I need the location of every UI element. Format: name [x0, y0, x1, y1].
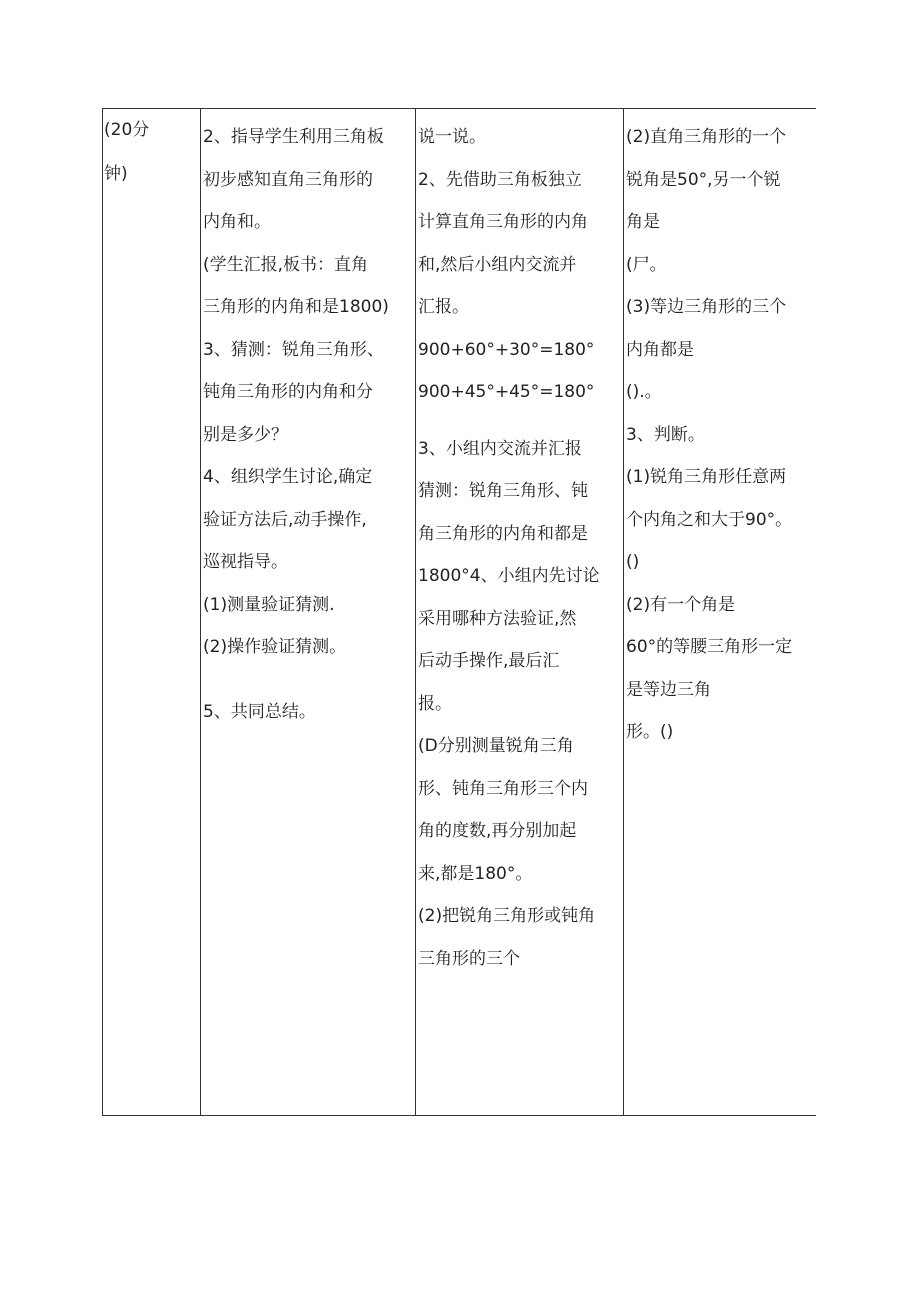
teacher-activity-cell: [203, 116, 389, 733]
cell-line: 角三角形的内角和都是: [418, 523, 588, 544]
table-top-border: [102, 108, 816, 109]
cell-line: 采用哪种方法验证,然: [418, 608, 577, 629]
cell-line: 锐角是50°,另一个锐: [626, 169, 781, 190]
cell-line: 别是多少？: [203, 424, 288, 445]
cell-line: 900+60°+30°=180°: [418, 339, 595, 360]
cell-line: 巡视指导。: [203, 552, 288, 572]
cell-line: (1)测量验证猜测.: [203, 594, 335, 615]
cell-line: 内角和。: [203, 212, 271, 232]
table-bottom-border: [102, 1115, 816, 1116]
cell-line: 后动手操作,最后汇: [418, 651, 560, 671]
cell-line: 钟): [104, 164, 128, 184]
cell-line: 来,都是180°。: [418, 863, 533, 884]
cell-line: 三角形的内角和是1800): [203, 297, 389, 317]
cell-line: (): [626, 552, 640, 572]
cell-line: 说一说。: [418, 127, 486, 147]
exercise-cell: [626, 116, 792, 754]
cell-line: 3、判断。: [626, 424, 705, 445]
cell-line: 2、先借助三角板独立: [418, 169, 582, 190]
cell-line: 5、共同总结。: [203, 701, 316, 722]
cell-line: 汇报。: [418, 297, 469, 317]
cell-line: 形。(): [626, 722, 674, 742]
cell-line: 报。: [418, 693, 452, 714]
cell-line: (1)锐角三角形任意两: [626, 467, 787, 487]
cell-line: (2)有一个角是: [626, 594, 736, 615]
cell-line: 猜测：锐角三角形、钝: [418, 481, 588, 501]
cell-line: 初步感知直角三角形的: [203, 169, 373, 190]
cell-line: (2)直角三角形的一个: [626, 127, 787, 147]
column-divider-2: [415, 108, 416, 1116]
column-divider-1: [200, 108, 201, 1116]
cell-line: 角是: [626, 212, 660, 232]
cell-line: 1800°4、小组内先讨论: [418, 566, 600, 586]
cell-line: 900+45°+45°=180°: [418, 382, 595, 402]
lesson-table: [102, 108, 816, 1116]
cell-line: ().。: [626, 382, 662, 402]
student-activity-cell: [418, 116, 600, 980]
cell-line: 3、猜测：锐角三角形、: [203, 339, 384, 360]
table-left-border: [102, 108, 103, 1116]
cell-line: 三角形的三个: [418, 948, 520, 969]
cell-line: 个内角之和大于90°。: [626, 509, 793, 530]
column-divider-3: [623, 108, 624, 1116]
cell-line: (2)操作验证猜测。: [203, 637, 347, 657]
cell-line: (20分: [104, 120, 150, 140]
cell-line: (3)等边三角形的三个: [626, 297, 787, 317]
cell-line: 计算直角三角形的内角: [418, 212, 588, 232]
cell-line: 是等边三角: [626, 679, 711, 700]
cell-line: 钝角三角形的内角和分: [203, 382, 373, 402]
cell-line: (尸。: [626, 254, 667, 275]
cell-line: 形、钝角三角形三个内: [418, 778, 588, 799]
cell-line: 2、指导学生利用三角板: [203, 127, 384, 147]
cell-line: 内角都是: [626, 339, 694, 360]
cell-line: 4、组织学生讨论,确定: [203, 467, 373, 487]
cell-line: 60°的等腰三角形一定: [626, 637, 793, 657]
cell-line: (学生汇报,板书：直角: [203, 254, 369, 275]
time-cell: [104, 108, 149, 196]
cell-line: 和,然后小组内交流并: [418, 254, 577, 275]
cell-line: 3、小组内交流并汇报: [418, 438, 582, 459]
cell-line: (D分别测量锐角三角: [418, 736, 574, 756]
cell-line: 角的度数,再分别加起: [418, 821, 577, 841]
cell-line: 验证方法后,动手操作,: [203, 509, 367, 530]
cell-line: (2)把锐角三角形或钝角: [418, 906, 596, 926]
